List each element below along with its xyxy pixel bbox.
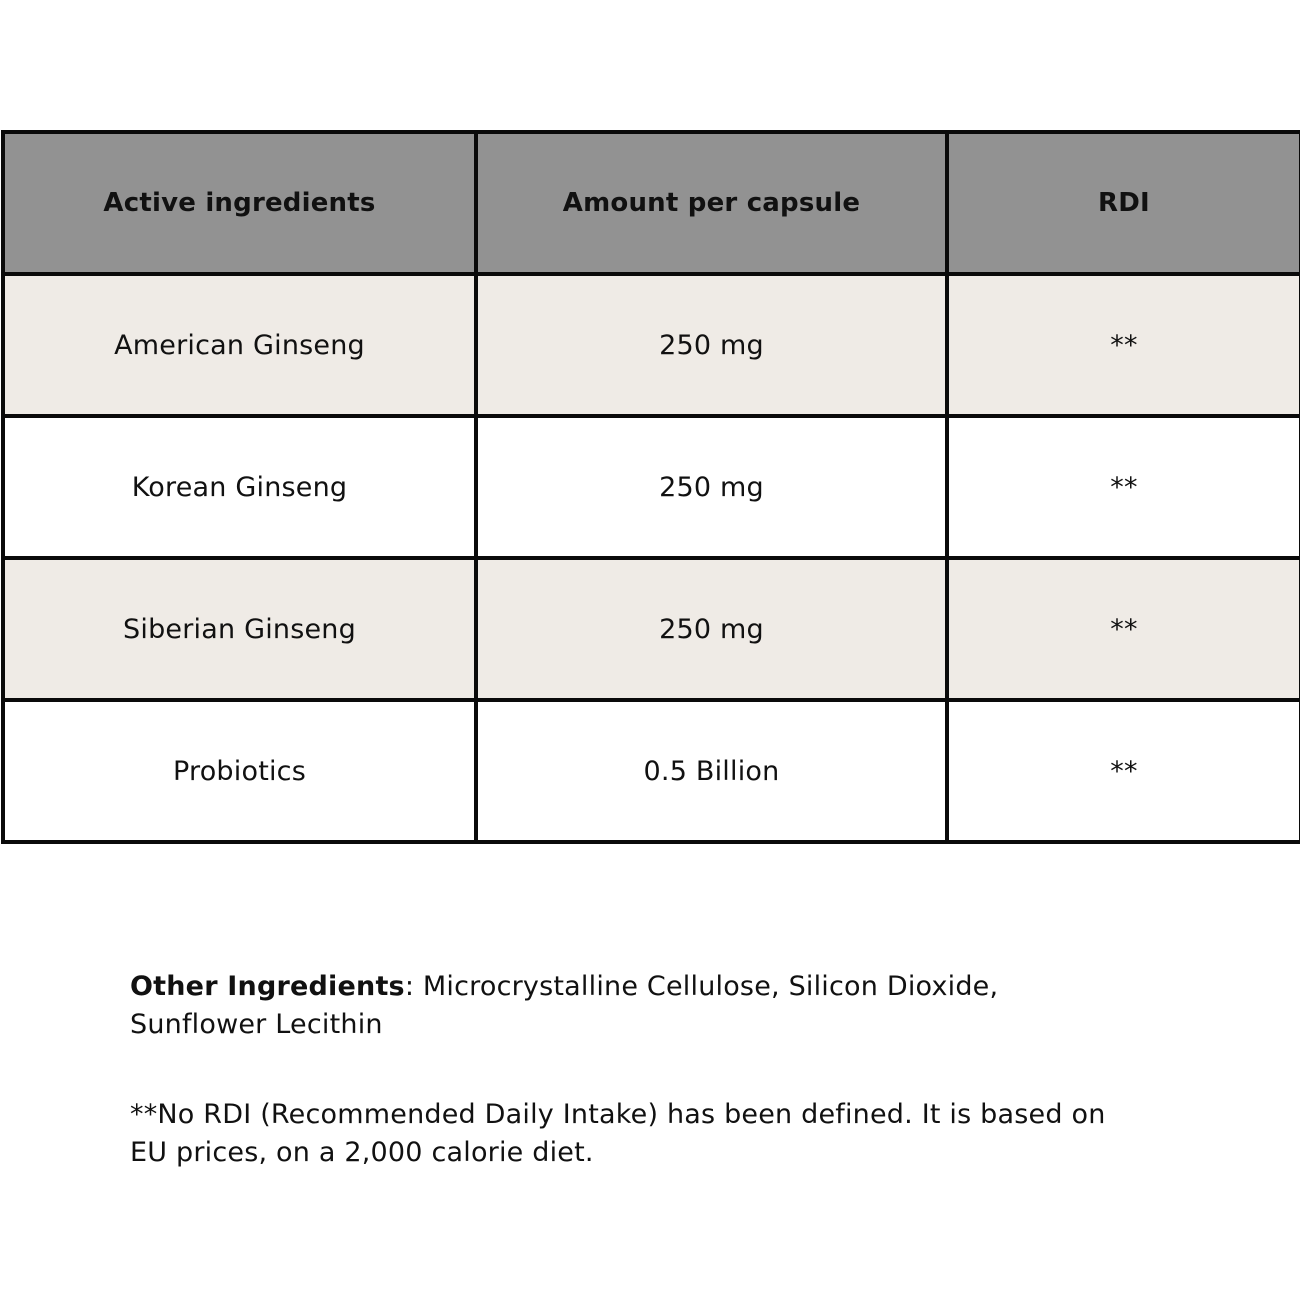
table-header-row (3, 132, 1300, 274)
amount-cell: 0.5 Billion (476, 700, 947, 842)
notes-section (130, 968, 1140, 1172)
ingredient-cell: American Ginseng (3, 274, 476, 416)
other-ingredients-text: Microcrystalline Cellulose, Silicon Dioxide, Sunflower Lecithin (130, 971, 999, 1040)
amount-cell: 250 mg (476, 416, 947, 558)
amount-cell: 250 mg (476, 558, 947, 700)
rdi-cell: ** (947, 700, 1300, 842)
ingredient-cell: Probiotics (3, 700, 476, 842)
header-active-ingredients: Active ingredients (3, 132, 476, 274)
table-row (3, 558, 1300, 700)
other-ingredients-paragraph (130, 968, 1140, 1044)
header-rdi: RDI (947, 132, 1300, 274)
ingredients-table (1, 130, 1300, 844)
rdi-cell: ** (947, 274, 1300, 416)
table-row (3, 700, 1300, 842)
other-ingredients-label: Other Ingredients (130, 971, 405, 1002)
amount-cell: 250 mg (476, 274, 947, 416)
rdi-cell: ** (947, 416, 1300, 558)
table-row (3, 416, 1300, 558)
other-ingredients-separator: : (404, 971, 423, 1002)
table-row (3, 274, 1300, 416)
ingredient-cell: Siberian Ginseng (3, 558, 476, 700)
header-amount-per-capsule: Amount per capsule (476, 132, 947, 274)
rdi-footnote: **No RDI (Recommended Daily Intake) has been defined. It is based on EU prices, on a 2,000 calorie diet. (130, 1099, 1106, 1168)
rdi-cell: ** (947, 558, 1300, 700)
ingredient-cell: Korean Ginseng (3, 416, 476, 558)
